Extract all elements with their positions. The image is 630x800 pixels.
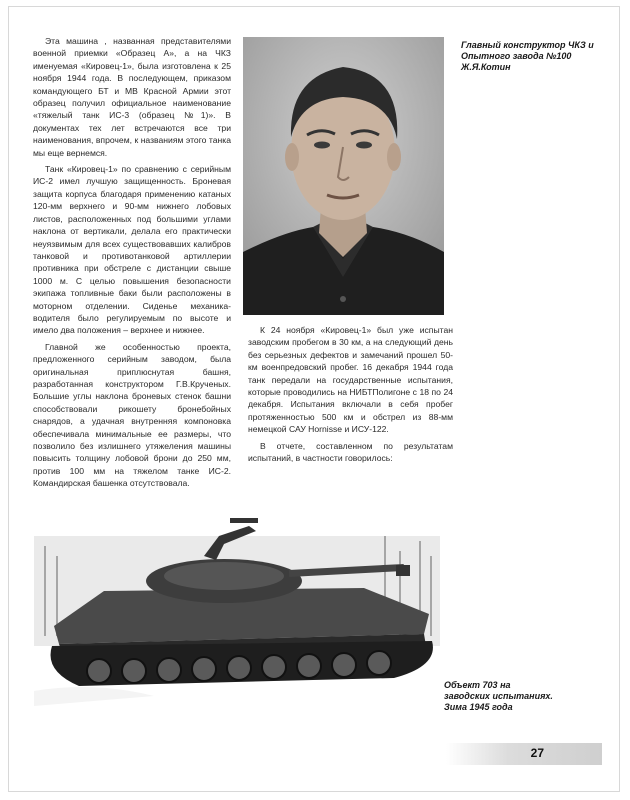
tank-caption: Объект 703 на заводских испытаниях. Зима 1945 года [444, 680, 553, 712]
page-number: 27 [530, 746, 544, 760]
portrait-photo [243, 37, 444, 315]
paragraph: В отчете, составленном по результатам испытаний, в частности говорилось: [248, 440, 453, 464]
tank-photo [34, 496, 440, 706]
paragraph: К 24 ноября «Кировец-1» был уже испытан заводским пробегом в 30 км, а на следующий день без серьезных дефектов и замечаний прошел 50-км военпредовский пробег. 16 декабря 1944 года танк передали на государственные испытания, которые проводились на НИБТПолигоне с 18 по 24 декабря. Испытания включали в себя пробег протяженностью 500 км и обстрел из 88-мм немецкой САУ Hornisse и ИСУ-122. [248, 325, 453, 435]
paragraph: Главной же особенностью проекта, предложенного серийным заводом, была оригинальная приплюснутая башня, разработанная конструктором Г.В.Крученых. Большие углы наклона броневых стенок башни способствовали рикошету бронебойных снарядов, а удачная внутренняя компоновка обеспечивала минимальные ее размеры, что позволило без излишнего утяжеления машины повысить толщину лобовой брони до 250 мм, против 100 мм на тяжелом танке ИС-2. Командирская башенка отсутствовала. [33, 341, 231, 489]
page-number-band [446, 743, 602, 765]
text-column-left [33, 35, 231, 490]
portrait-caption: Главный конструктор ЧКЗ и Опытного завода №100 Ж.Я.Котин [461, 40, 594, 72]
text-column-right [248, 324, 453, 464]
paragraph: Эта машина , названная представителями военной приемки «Образец А», а на ЧКЗ именуемая «Кировец-1», была изготовлена к 25 ноября 1944 года. В последующем, приказом командующего БТ и МВ Красной Армии этот образец получил официальное наименование «тяжелый танк ИС-3 (образец №1)». В документах тех лет встречаются все три наименования, впрочем, к названиям этого танка мы еще вернемся. [33, 36, 231, 158]
paragraph: Танк «Кировец-1» по сравнению с серийным ИС-2 имел лучшую защищенность. Броневая защита корпуса благодаря применению катаных 120-мм верхнего и 90-мм нижнего лобовых листов, расположенных под большими углами наклона от вертикали, делала его практически неуязвимым для всех существовавших калибров танковой и противотанковой артиллерии противника при обстреле с дистанции свыше 1000 м. С целью повышения безопасности экипажа топливные баки были расположены в моторном отделении. Сиденье механика-водителя было регулируемым по высоте и имело два положения – верхнее и нижнее. [33, 164, 231, 336]
